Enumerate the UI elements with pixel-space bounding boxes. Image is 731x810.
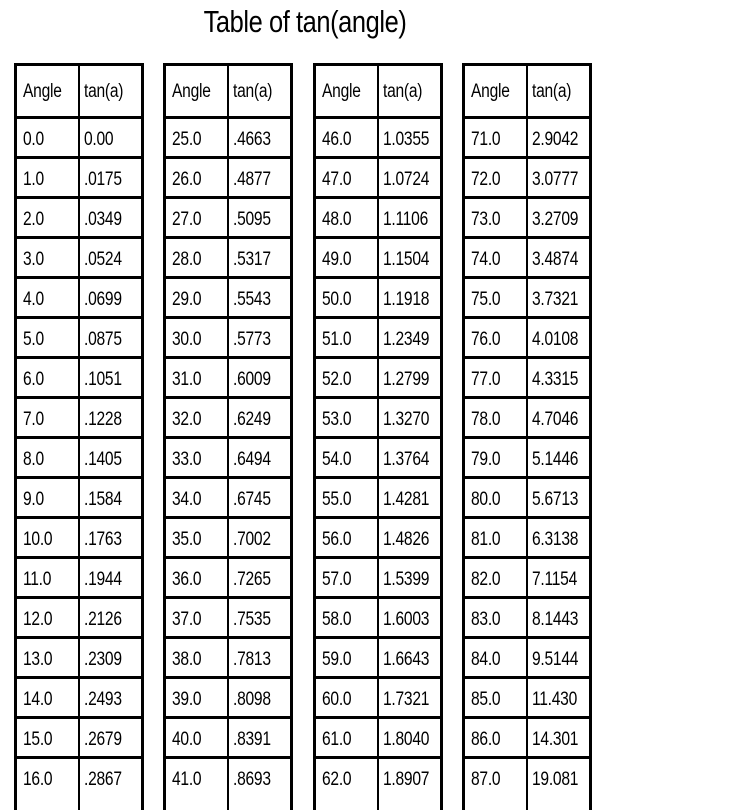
angle-cell: 28.0 xyxy=(172,249,202,270)
table-row xyxy=(313,199,443,239)
angle-cell: 62.0 xyxy=(322,769,352,790)
tan-cell: 3.7321 xyxy=(532,289,579,310)
tan-cell: .2493 xyxy=(84,689,122,710)
angle-cell: 82.0 xyxy=(471,569,501,590)
table-row xyxy=(462,359,592,399)
tan-cell: .0699 xyxy=(84,289,122,310)
angle-cell: 51.0 xyxy=(322,329,352,350)
angle-cell: 60.0 xyxy=(322,689,352,710)
table-row xyxy=(462,399,592,439)
angle-cell: 50.0 xyxy=(322,289,352,310)
tan-cell: 1.0355 xyxy=(383,129,430,150)
tan-cell: 1.3270 xyxy=(383,409,430,430)
table-row xyxy=(14,639,144,679)
angle-cell: 6.0 xyxy=(23,369,44,390)
table-row xyxy=(462,559,592,599)
tan-cell: 1.3764 xyxy=(383,449,430,470)
angle-cell: 46.0 xyxy=(322,129,352,150)
table-row xyxy=(163,559,293,599)
table-row xyxy=(313,239,443,279)
tan-cell: 1.0724 xyxy=(383,169,430,190)
tan-cell: 5.1446 xyxy=(532,449,579,470)
header-tan: tan(a) xyxy=(532,81,572,102)
tan-cell: 7.1154 xyxy=(532,569,578,590)
tan-cell: .1051 xyxy=(84,369,122,390)
tan-cell: .4663 xyxy=(233,129,271,150)
table-row xyxy=(163,399,293,439)
table-row xyxy=(14,679,144,719)
angle-cell: 38.0 xyxy=(172,649,202,670)
tan-cell: .2867 xyxy=(84,769,122,790)
table-header-row xyxy=(313,63,443,119)
angle-cell: 72.0 xyxy=(471,169,501,190)
tan-cell: 4.0108 xyxy=(532,329,579,350)
angle-cell: 55.0 xyxy=(322,489,352,510)
table-row xyxy=(14,119,144,159)
tan-cell: .2679 xyxy=(84,729,122,750)
tan-cell: 1.4826 xyxy=(383,529,430,550)
angle-cell: 36.0 xyxy=(172,569,202,590)
table-row xyxy=(462,279,592,319)
header-tan: tan(a) xyxy=(84,81,124,102)
header-tan: tan(a) xyxy=(383,81,423,102)
table-header-row xyxy=(14,63,144,119)
tan-cell: 1.8907 xyxy=(383,769,430,790)
tan-cell: 1.4281 xyxy=(383,489,430,510)
header-angle: Angle xyxy=(23,81,62,102)
tan-cell: 3.2709 xyxy=(532,209,579,230)
angle-cell: 84.0 xyxy=(471,649,501,670)
table-row xyxy=(313,319,443,359)
table-row xyxy=(14,719,144,759)
tan-cell: .8391 xyxy=(233,729,271,750)
tan-cell: .7813 xyxy=(233,649,271,670)
tan-cell: 3.0777 xyxy=(532,169,579,190)
tan-cell: 1.6643 xyxy=(383,649,430,670)
angle-cell: 80.0 xyxy=(471,489,501,510)
tan-cell: 1.1106 xyxy=(383,209,429,230)
tan-cell: .2309 xyxy=(84,649,122,670)
table-row xyxy=(14,599,144,639)
table-row xyxy=(313,599,443,639)
header-tan: tan(a) xyxy=(233,81,273,102)
angle-cell: 33.0 xyxy=(172,449,202,470)
tan-table-3 xyxy=(313,63,443,810)
table-row xyxy=(163,199,293,239)
tan-cell: .5543 xyxy=(233,289,271,310)
table-row xyxy=(14,759,144,799)
angle-cell: 32.0 xyxy=(172,409,202,430)
tan-cell: .8693 xyxy=(233,769,271,790)
table-row xyxy=(163,439,293,479)
table-row xyxy=(313,359,443,399)
angle-cell: 85.0 xyxy=(471,689,501,710)
table-row xyxy=(163,319,293,359)
header-angle: Angle xyxy=(322,81,361,102)
angle-cell: 75.0 xyxy=(471,289,501,310)
angle-cell: 29.0 xyxy=(172,289,202,310)
angle-cell: 59.0 xyxy=(322,649,352,670)
tan-cell: .1763 xyxy=(84,529,122,550)
angle-cell: 9.0 xyxy=(23,489,44,510)
tan-cell: .4877 xyxy=(233,169,271,190)
table-row xyxy=(14,359,144,399)
table-header-row xyxy=(462,63,592,119)
table-row xyxy=(462,159,592,199)
angle-cell: 83.0 xyxy=(471,609,501,630)
tan-cell: .7265 xyxy=(233,569,271,590)
tan-cell: .0349 xyxy=(84,209,122,230)
tan-cell: 1.1504 xyxy=(383,249,430,270)
tan-cell: .0524 xyxy=(84,249,122,270)
angle-cell: 47.0 xyxy=(322,169,352,190)
table-row xyxy=(313,679,443,719)
tan-cell: .1944 xyxy=(84,569,122,590)
table-row xyxy=(14,399,144,439)
tan-cell: 0.00 xyxy=(84,129,114,150)
table-row xyxy=(14,279,144,319)
angle-cell: 58.0 xyxy=(322,609,352,630)
tan-cell: .5095 xyxy=(233,209,271,230)
table-row xyxy=(163,119,293,159)
angle-cell: 16.0 xyxy=(23,769,53,790)
angle-cell: 61.0 xyxy=(322,729,352,750)
table-row xyxy=(462,479,592,519)
tan-cell: 19.081 xyxy=(532,769,579,790)
angle-cell: 4.0 xyxy=(23,289,44,310)
table-row xyxy=(163,239,293,279)
table-row xyxy=(163,359,293,399)
table-row xyxy=(462,679,592,719)
header-angle: Angle xyxy=(172,81,211,102)
angle-cell: 37.0 xyxy=(172,609,202,630)
angle-cell: 15.0 xyxy=(23,729,53,750)
table-row xyxy=(462,519,592,559)
table-row xyxy=(313,439,443,479)
table-row xyxy=(462,239,592,279)
table-row xyxy=(14,319,144,359)
tan-cell: 11.430 xyxy=(532,689,578,710)
angle-cell: 53.0 xyxy=(322,409,352,430)
table-row xyxy=(14,159,144,199)
table-row xyxy=(462,439,592,479)
tan-cell: 3.4874 xyxy=(532,249,579,270)
angle-cell: 39.0 xyxy=(172,689,202,710)
tan-cell: .1228 xyxy=(84,409,122,430)
tan-cell: 1.2799 xyxy=(383,369,430,390)
table-row xyxy=(462,639,592,679)
angle-cell: 73.0 xyxy=(471,209,501,230)
table-row xyxy=(313,159,443,199)
tan-cell: .0875 xyxy=(84,329,122,350)
angle-cell: 2.0 xyxy=(23,209,44,230)
angle-cell: 0.0 xyxy=(23,129,44,150)
tan-cell: .8098 xyxy=(233,689,271,710)
table-row xyxy=(462,119,592,159)
table-row xyxy=(14,239,144,279)
tan-cell: .1405 xyxy=(84,449,122,470)
table-row xyxy=(163,159,293,199)
tan-cell: .7002 xyxy=(233,529,271,550)
table-header-row xyxy=(163,63,293,119)
table-row xyxy=(14,439,144,479)
table-row xyxy=(313,639,443,679)
table-row xyxy=(313,719,443,759)
tan-cell: .7535 xyxy=(233,609,271,630)
angle-cell: 35.0 xyxy=(172,529,202,550)
tan-cell: 5.6713 xyxy=(532,489,579,510)
tan-cell: 4.7046 xyxy=(532,409,579,430)
tan-cell: .1584 xyxy=(84,489,122,510)
angle-cell: 10.0 xyxy=(23,529,53,550)
angle-cell: 31.0 xyxy=(172,369,202,390)
angle-cell: 87.0 xyxy=(471,769,501,790)
tan-cell: 2.9042 xyxy=(532,129,579,150)
angle-cell: 8.0 xyxy=(23,449,44,470)
angle-cell: 3.0 xyxy=(23,249,44,270)
angle-cell: 76.0 xyxy=(471,329,501,350)
table-row xyxy=(313,119,443,159)
table-row xyxy=(462,599,592,639)
table-row xyxy=(462,759,592,799)
angle-cell: 26.0 xyxy=(172,169,202,190)
table-row xyxy=(163,639,293,679)
tan-table-2 xyxy=(163,63,293,810)
angle-cell: 5.0 xyxy=(23,329,44,350)
tan-cell: 1.6003 xyxy=(383,609,430,630)
table-row xyxy=(14,199,144,239)
angle-cell: 34.0 xyxy=(172,489,202,510)
tan-cell: .2126 xyxy=(84,609,122,630)
tan-cell: .6249 xyxy=(233,409,271,430)
angle-cell: 12.0 xyxy=(23,609,53,630)
tan-cell: .6745 xyxy=(233,489,271,510)
tan-cell: .0175 xyxy=(84,169,122,190)
angle-cell: 7.0 xyxy=(23,409,44,430)
angle-cell: 86.0 xyxy=(471,729,501,750)
table-row xyxy=(163,679,293,719)
angle-cell: 77.0 xyxy=(471,369,501,390)
angle-cell: 78.0 xyxy=(471,409,501,430)
angle-cell: 52.0 xyxy=(322,369,352,390)
tan-cell: 1.1918 xyxy=(383,289,430,310)
tan-cell: 6.3138 xyxy=(532,529,579,550)
angle-cell: 11.0 xyxy=(23,569,52,590)
table-row xyxy=(462,319,592,359)
tan-cell: .6494 xyxy=(233,449,271,470)
table-row xyxy=(163,279,293,319)
table-row xyxy=(313,279,443,319)
tan-cell: 1.5399 xyxy=(383,569,430,590)
table-row xyxy=(14,559,144,599)
tan-cell: 1.2349 xyxy=(383,329,430,350)
table-row xyxy=(163,759,293,799)
angle-cell: 48.0 xyxy=(322,209,352,230)
angle-cell: 81.0 xyxy=(471,529,501,550)
angle-cell: 41.0 xyxy=(172,769,202,790)
table-row xyxy=(313,559,443,599)
tan-cell: .6009 xyxy=(233,369,271,390)
angle-cell: 74.0 xyxy=(471,249,501,270)
angle-cell: 14.0 xyxy=(23,689,53,710)
table-row xyxy=(462,719,592,759)
table-row xyxy=(313,519,443,559)
angle-cell: 27.0 xyxy=(172,209,202,230)
tan-cell: 1.8040 xyxy=(383,729,430,750)
table-row xyxy=(313,479,443,519)
tan-cell: 4.3315 xyxy=(532,369,579,390)
table-row xyxy=(462,199,592,239)
table-row xyxy=(14,519,144,559)
angle-cell: 71.0 xyxy=(471,129,501,150)
angle-cell: 56.0 xyxy=(322,529,352,550)
table-row xyxy=(14,479,144,519)
table-row xyxy=(163,519,293,559)
tan-cell: 14.301 xyxy=(532,729,579,750)
tan-table-4 xyxy=(462,63,592,810)
header-angle: Angle xyxy=(471,81,510,102)
tan-cell: .5317 xyxy=(233,249,271,270)
angle-cell: 13.0 xyxy=(23,649,53,670)
angle-cell: 49.0 xyxy=(322,249,352,270)
table-row xyxy=(163,599,293,639)
page-title: Table of tan(angle) xyxy=(203,4,407,39)
tan-cell: .5773 xyxy=(233,329,271,350)
angle-cell: 30.0 xyxy=(172,329,202,350)
table-row xyxy=(163,479,293,519)
angle-cell: 1.0 xyxy=(23,169,44,190)
angle-cell: 40.0 xyxy=(172,729,202,750)
angle-cell: 79.0 xyxy=(471,449,501,470)
angle-cell: 54.0 xyxy=(322,449,352,470)
angle-cell: 57.0 xyxy=(322,569,352,590)
table-row xyxy=(163,719,293,759)
tan-cell: 9.5144 xyxy=(532,649,579,670)
table-row xyxy=(313,759,443,799)
tan-cell: 8.1443 xyxy=(532,609,579,630)
tan-cell: 1.7321 xyxy=(383,689,430,710)
angle-cell: 25.0 xyxy=(172,129,202,150)
tan-table-1 xyxy=(14,63,144,810)
table-row xyxy=(313,399,443,439)
